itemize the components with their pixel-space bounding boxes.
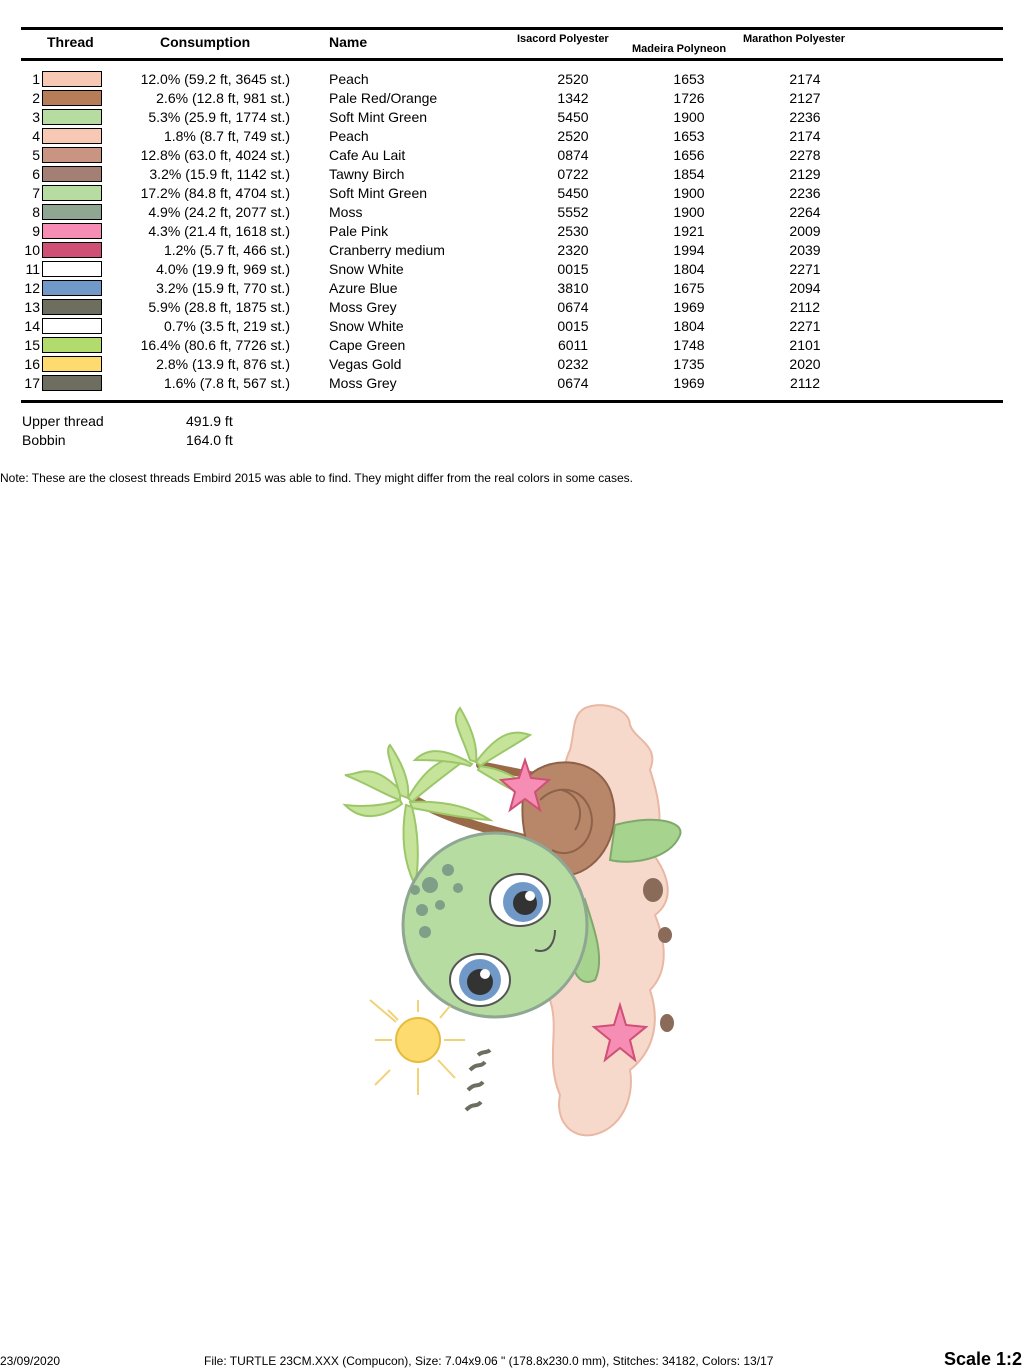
thread-color-swatch	[42, 261, 102, 277]
thread-color-swatch	[42, 242, 102, 258]
print-date: 23/09/2020	[0, 1354, 61, 1368]
thread-consumption: 0.7% (3.5 ft, 219 st.)	[163, 318, 290, 334]
header-thread: Thread	[47, 34, 94, 50]
header-name: Name	[329, 34, 368, 50]
thread-number: 11	[25, 261, 40, 277]
table-row	[0, 203, 1024, 222]
thread-consumption: 1.2% (5.7 ft, 466 st.)	[163, 242, 290, 258]
isacord-code: 2530	[557, 223, 589, 239]
header-consumption: Consumption	[160, 34, 251, 50]
bobbin-value: 164.0 ft	[186, 432, 233, 448]
table-row	[0, 355, 1024, 374]
thread-number: 14	[24, 318, 40, 334]
isacord-code: 5450	[557, 185, 589, 201]
madeira-code: 1748	[673, 337, 705, 353]
isacord-code: 0874	[557, 147, 589, 163]
madeira-code: 1656	[673, 147, 705, 163]
thread-number: 8	[32, 204, 40, 220]
thread-color-swatch	[42, 109, 102, 125]
madeira-code: 1969	[673, 299, 705, 315]
upper-thread-value: 491.9 ft	[186, 413, 233, 429]
madeira-code: 1653	[673, 128, 705, 144]
thread-color-swatch	[42, 223, 102, 239]
isacord-code: 2520	[557, 71, 589, 87]
isacord-code: 0015	[557, 318, 589, 334]
thread-name: Peach	[329, 71, 369, 87]
marathon-code: 2020	[789, 356, 821, 372]
thread-consumption: 4.0% (19.9 ft, 969 st.)	[156, 261, 290, 277]
thread-number: 9	[32, 223, 40, 239]
thread-name: Pale Pink	[329, 223, 389, 239]
thread-color-swatch	[42, 356, 102, 372]
table-row	[0, 336, 1024, 355]
marathon-code: 2271	[789, 318, 821, 334]
thread-color-swatch	[42, 337, 102, 353]
thread-name: Peach	[329, 128, 369, 144]
thread-consumption: 3.2% (15.9 ft, 1142 st.)	[149, 166, 290, 182]
thread-name: Cape Green	[329, 337, 406, 353]
thread-number: 15	[24, 337, 40, 353]
table-row	[0, 165, 1024, 184]
marathon-code: 2271	[789, 261, 821, 277]
thread-consumption: 16.4% (80.6 ft, 7726 st.)	[140, 337, 290, 353]
marathon-code: 2127	[789, 90, 821, 106]
thread-color-swatch	[42, 166, 102, 182]
thread-consumption: 1.6% (7.8 ft, 567 st.)	[163, 375, 290, 391]
marathon-code: 2278	[789, 147, 821, 163]
isacord-code: 0015	[557, 261, 589, 277]
thread-name: Soft Mint Green	[329, 109, 428, 125]
marathon-code: 2039	[789, 242, 821, 258]
madeira-code: 1854	[673, 166, 705, 182]
madeira-code: 1726	[673, 90, 705, 106]
marathon-code: 2174	[789, 128, 821, 144]
thread-color-swatch	[42, 375, 102, 391]
thread-color-swatch	[42, 204, 102, 220]
thread-number: 7	[32, 185, 40, 201]
table-row	[0, 260, 1024, 279]
isacord-code: 5450	[557, 109, 589, 125]
madeira-code: 1921	[673, 223, 705, 239]
header-madeira: Madeira Polyneon	[632, 43, 727, 55]
thread-consumption: 2.6% (12.8 ft, 981 st.)	[156, 90, 290, 106]
table-row	[0, 127, 1024, 146]
marathon-code: 2264	[789, 204, 821, 220]
table-row	[0, 222, 1024, 241]
marathon-code: 2236	[789, 109, 821, 125]
header-marathon: Marathon Polyester	[743, 33, 846, 45]
isacord-code: 0674	[557, 375, 589, 391]
thread-name: Snow White	[329, 318, 404, 334]
thread-consumption: 12.0% (59.2 ft, 3645 st.)	[140, 71, 290, 87]
thread-name: Moss	[329, 204, 363, 220]
table-row	[0, 317, 1024, 336]
thread-consumption: 12.8% (63.0 ft, 4024 st.)	[140, 147, 290, 163]
thread-number: 1	[32, 71, 40, 87]
madeira-code: 1969	[673, 375, 705, 391]
table-bottom-rule	[21, 400, 1003, 403]
bobbin-label: Bobbin	[22, 432, 66, 448]
table-row	[0, 298, 1024, 317]
thread-number: 17	[24, 375, 40, 391]
thread-consumption: 4.3% (21.4 ft, 1618 st.)	[148, 223, 290, 239]
embroidery-design-preview	[330, 700, 690, 1140]
madeira-code: 1675	[673, 280, 705, 296]
thread-color-swatch	[42, 90, 102, 106]
thread-consumption: 1.8% (8.7 ft, 749 st.)	[163, 128, 290, 144]
isacord-code: 0722	[557, 166, 589, 182]
thread-match-note: Note: These are the closest threads Embird 2015 was able to find. They might differ from the real colors in some cases.	[0, 471, 633, 485]
madeira-code: 1900	[673, 109, 705, 125]
thread-color-swatch	[42, 318, 102, 334]
thread-consumption: 17.2% (84.8 ft, 4704 st.)	[140, 185, 290, 201]
thread-number: 5	[32, 147, 40, 163]
marathon-code: 2101	[789, 337, 821, 353]
thread-consumption: 5.9% (28.8 ft, 1875 st.)	[148, 299, 290, 315]
scale-label: Scale 1:2	[943, 1349, 1022, 1369]
table-row	[0, 108, 1024, 127]
table-row	[0, 89, 1024, 108]
isacord-code: 5552	[557, 204, 589, 220]
thread-number: 3	[32, 109, 40, 125]
isacord-code: 3810	[557, 280, 589, 296]
isacord-code: 1342	[557, 90, 589, 106]
thread-number: 2	[32, 90, 40, 106]
thread-consumption: 4.9% (24.2 ft, 2077 st.)	[148, 204, 290, 220]
thread-color-swatch	[42, 128, 102, 144]
thread-name: Vegas Gold	[329, 356, 402, 372]
thread-name: Cafe Au Lait	[329, 147, 406, 163]
table-row	[0, 241, 1024, 260]
madeira-code: 1994	[673, 242, 705, 258]
thread-number: 13	[24, 299, 40, 315]
marathon-code: 2129	[789, 166, 821, 182]
thread-color-swatch	[42, 71, 102, 87]
thread-name: Tawny Birch	[329, 166, 405, 182]
table-row	[0, 279, 1024, 298]
thread-number: 10	[24, 242, 40, 258]
upper-thread-label: Upper thread	[22, 413, 104, 429]
thread-name: Snow White	[329, 261, 404, 277]
thread-number: 4	[32, 128, 40, 144]
thread-color-swatch	[42, 147, 102, 163]
table-row	[0, 146, 1024, 165]
thread-name: Moss Grey	[329, 299, 397, 315]
thread-number: 6	[32, 166, 40, 182]
thread-name: Pale Red/Orange	[329, 90, 438, 106]
madeira-code: 1900	[673, 204, 705, 220]
thread-consumption: 5.3% (25.9 ft, 1774 st.)	[148, 109, 290, 125]
thread-number: 12	[24, 280, 40, 296]
thread-name: Soft Mint Green	[329, 185, 428, 201]
thread-consumption: 2.8% (13.9 ft, 876 st.)	[156, 356, 290, 372]
marathon-code: 2112	[789, 299, 821, 315]
marathon-code: 2236	[789, 185, 821, 201]
marathon-code: 2094	[789, 280, 821, 296]
header-isacord: Isacord Polyester	[517, 33, 609, 45]
file-info: File: TURTLE 23CM.XXX (Compucon), Size: 7.04x9.06 " (178.8x230.0 mm), Stitches: 34182, Colors: 13/17	[204, 1354, 774, 1368]
thread-color-swatch	[42, 299, 102, 315]
thread-color-swatch	[42, 280, 102, 296]
table-row	[0, 70, 1024, 89]
isacord-code: 0232	[557, 356, 589, 372]
table-top-rule	[21, 27, 1003, 30]
madeira-code: 1804	[673, 261, 705, 277]
marathon-code: 2009	[789, 223, 821, 239]
thread-name: Cranberry medium	[329, 242, 445, 258]
isacord-code: 2320	[557, 242, 589, 258]
table-header-rule	[21, 58, 1003, 61]
madeira-code: 1653	[673, 71, 705, 87]
thread-consumption: 3.2% (15.9 ft, 770 st.)	[156, 280, 290, 296]
thread-name: Moss Grey	[329, 375, 397, 391]
isacord-code: 2520	[557, 128, 589, 144]
thread-color-swatch	[42, 185, 102, 201]
table-row	[0, 374, 1024, 393]
madeira-code: 1900	[673, 185, 705, 201]
marathon-code: 2112	[789, 375, 821, 391]
thread-number: 16	[24, 356, 40, 372]
table-row	[0, 184, 1024, 203]
madeira-code: 1735	[673, 356, 705, 372]
thread-name: Azure Blue	[329, 280, 398, 296]
marathon-code: 2174	[789, 71, 821, 87]
madeira-code: 1804	[673, 318, 705, 334]
isacord-code: 6011	[557, 337, 589, 353]
isacord-code: 0674	[557, 299, 589, 315]
